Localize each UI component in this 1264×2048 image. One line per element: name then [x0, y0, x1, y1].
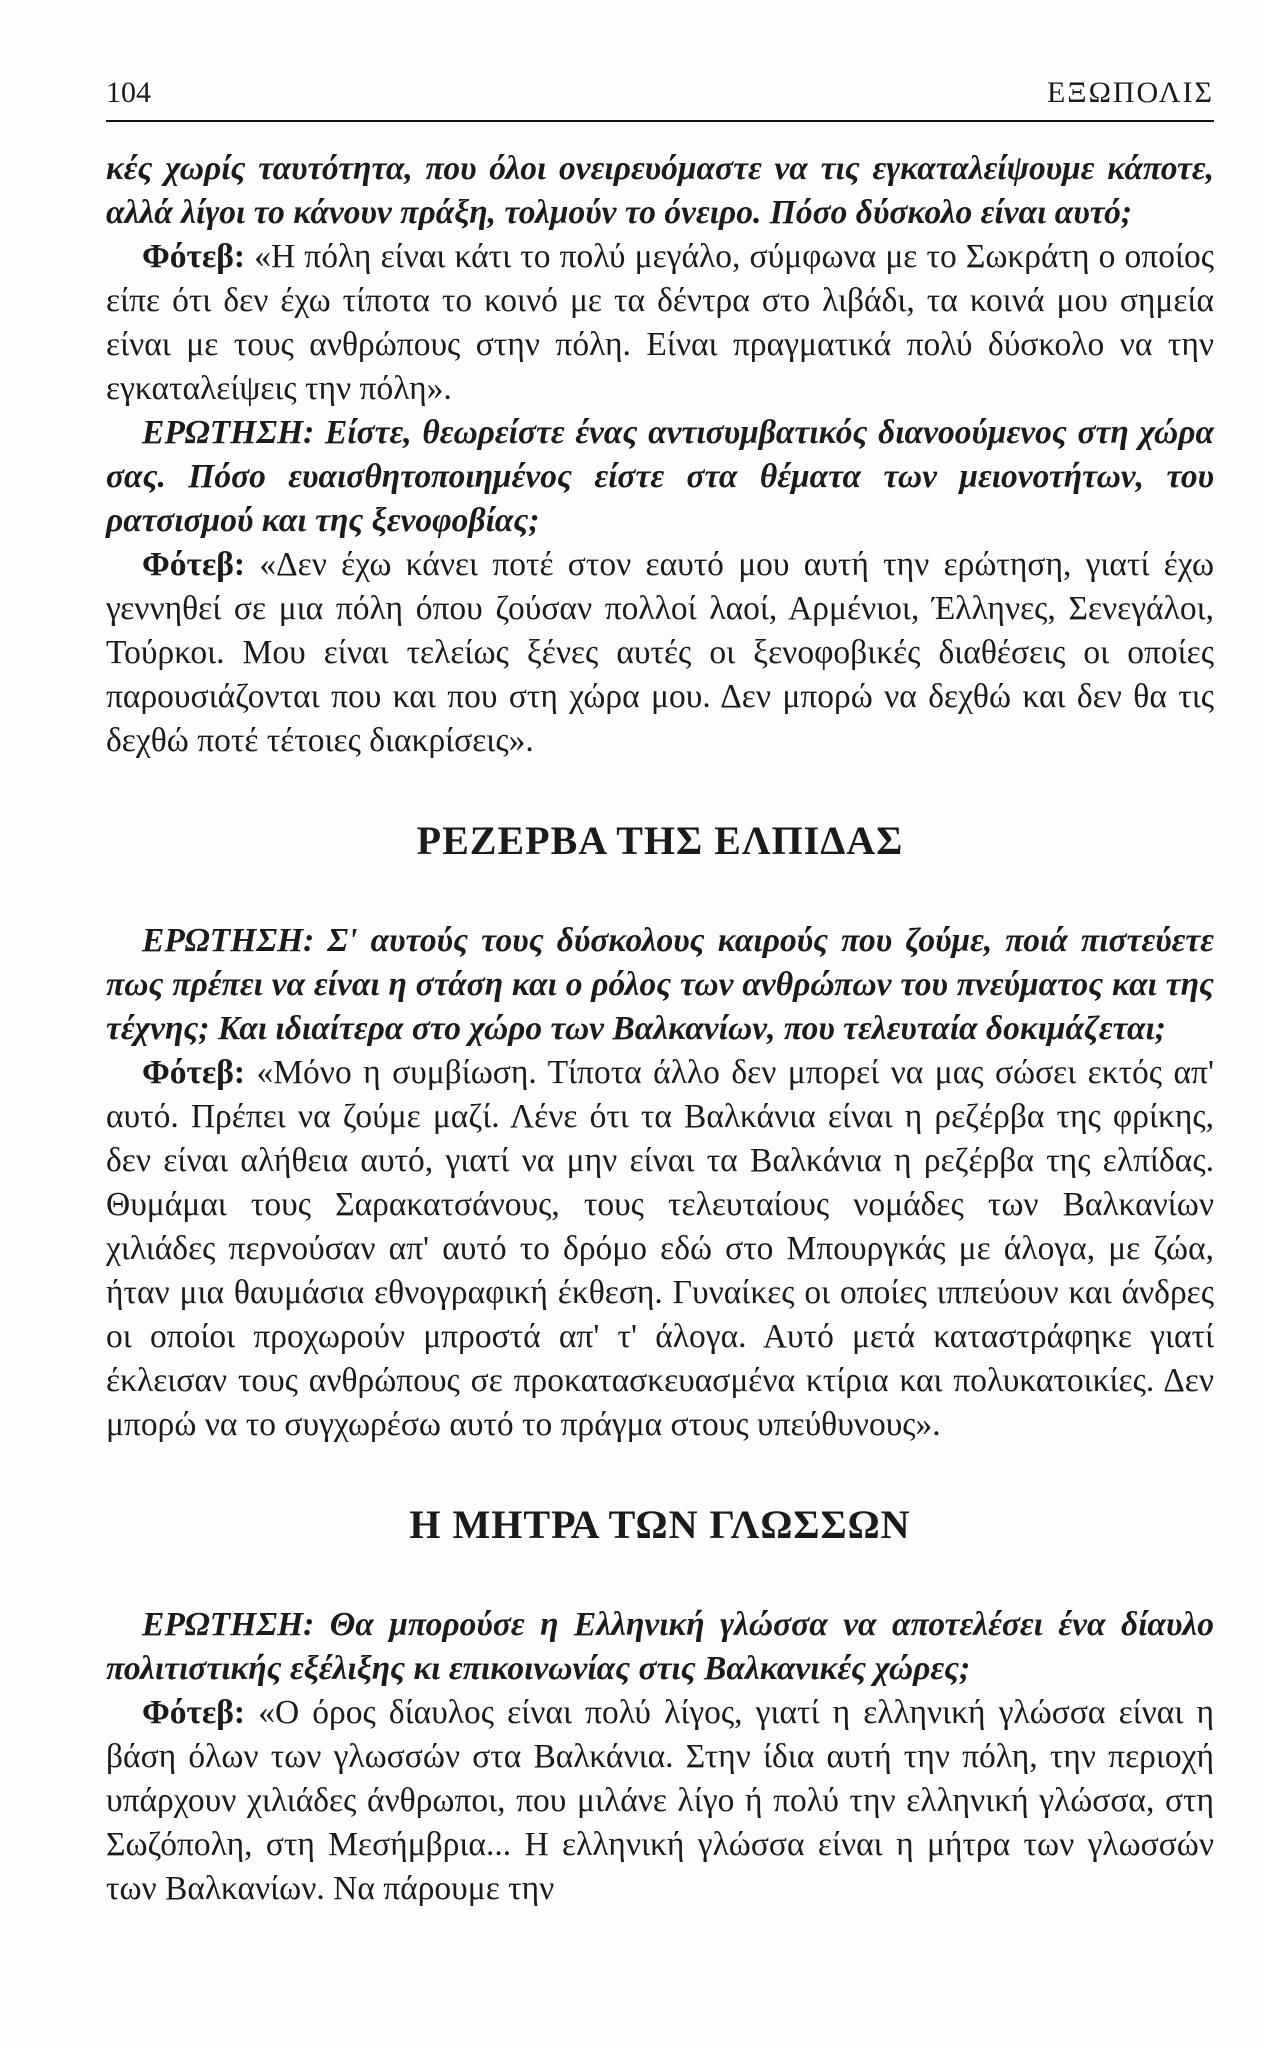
question-continuation: κές χωρίς ταυτότητα, που όλοι ονειρευόμαστε να τις εγκαταλείψουμε κάποτε, αλλά λίγοι το κάνουν πράξη, τολμούν το όνειρο. Πόσο δύσκολο είναι αυτό; [106, 150, 1214, 231]
answer-paragraph [106, 1051, 1214, 1447]
speaker-label: Φότεβ: [142, 238, 246, 275]
speaker-label: Φότεβ: [142, 546, 246, 583]
question-paragraph: ΕΡΩΤΗΣΗ: Θα μπορούσε η Ελληνική γλώσσα να αποτελέσει ένα δίαυλο πολιτιστικής εξέλιξης κι επικοινωνίας στις Βαλκανικές χώρες; [106, 1606, 1214, 1687]
answer-paragraph [106, 235, 1214, 411]
question-paragraph: ΕΡΩΤΗΣΗ: Είστε, θεωρείστε ένας αντισυμβατικός διανοούμενος στη χώρα σας. Πόσο ευαισθητοποιημένος είστε στα θέματα των μειονοτήτων, του ρατσισμού και της ξενοφοβίας; [106, 414, 1214, 539]
section-heading: ΡΕΖΕΡΒΑ ΤΗΣ ΕΛΠΙΔΑΣ [416, 818, 904, 863]
page-number: 104 [106, 76, 151, 109]
section-heading: Η ΜΗΤΡΑ ΤΩΝ ΓΛΩΣΣΩΝ [409, 1502, 911, 1547]
running-head: ΕΞΩΠΟΛΙΣ [1046, 76, 1214, 109]
speaker-label: Φότεβ: [142, 1694, 246, 1731]
answer-paragraph [106, 1691, 1214, 1911]
page-body [106, 147, 1214, 1911]
question-paragraph: ΕΡΩΤΗΣΗ: Σ' αυτούς τους δύσκολους καιρούς που ζούμε, ποιά πιστεύετε πως πρέπει να είναι η στάση και ο ρόλος των ανθρώπων του πνεύματος και της τέχνης; Και ιδιαίτερα στο χώρο των Βαλκανίων, που τελευταία δοκιμάζεται; [106, 922, 1214, 1047]
page-header [106, 70, 1214, 122]
answer-text: «Δεν έχω κάνει ποτέ στον εαυτό μου αυτή την ερώτηση, γιατί έχω γεννηθεί σε μια πόλη όπου ζούσαν πολλοί λαοί, Αρμένιοι, Έλληνες, Σενεγάλοι, Τούρκοι. Μου είναι τελείως ξένες αυτές οι ξενοφοβικές διαθέσεις οι οποίες παρουσιάζονται που και που στη χώρα μου. Δεν μπορώ να δεχθώ και δεν θα τις δεχθώ ποτέ τέτοιες διακρίσεις». [106, 546, 1214, 759]
answer-paragraph [106, 543, 1214, 763]
answer-text: «Η πόλη είναι κάτι το πολύ μεγάλο, σύμφωνα με το Σωκράτη ο οποίος είπε ότι δεν έχω τίποτα το κοινό με τα δέντρα στο λιβάδι, τα κοινά μου σημεία είναι με τους ανθρώπους στην πόλη. Είναι πραγματικά πολύ δύσκολο να την εγκαταλείψεις την πόλη». [106, 238, 1214, 407]
answer-text: «Μόνο η συμβίωση. Τίποτα άλλο δεν μπορεί να μας σώσει εκτός απ' αυτό. Πρέπει να ζούμε μαζί. Λένε ότι τα Βαλκάνια είναι η ρεζέρβα της φρίκης, δεν είναι αλήθεια αυτό, γιατί να μην είναι τα Βαλκάνια η ρεζέρβα της ελπίδας. Θυμάμαι τους Σαρακατσάνους, τους τελευταίους νομάδες των Βαλκανίων χιλιάδες περνούσαν απ' αυτό το δρόμο εδώ στο Μπουργκάς με άλογα, με ζώα, ήταν μια θαυμάσια εθνογραφική έκθεση. Γυναίκες οι οποίες ιππεύουν και άνδρες οι οποίοι προχωρούν μπροστά απ' τ' άλογα. Αυτό μετά καταστράφηκε γιατί έκλεισαν τους ανθρώπους σε προκατασκευασμένα κτίρια και πολυκατοικίες. Δεν μπορώ να το συγχωρέσω αυτό το πράγμα στους υπεύθυνους». [106, 1054, 1214, 1443]
speaker-label: Φότεβ: [142, 1054, 246, 1091]
answer-text: «Ο όρος δίαυλος είναι πολύ λίγος, γιατί η ελληνική γλώσσα είναι η βάση όλων των γλωσσών στα Βαλκάνια. Στην ίδια αυτή την πόλη, την περιοχή υπάρχουν χιλιάδες άνθρωποι, που μιλάνε λίγο ή πολύ την ελληνική γλώσσα, στη Σωζόπολη, στη Μεσήμβρια... Η ελληνική γλώσσα είναι η μήτρα των γλωσσών των Βαλκανίων. Να πάρουμε την [106, 1694, 1214, 1907]
